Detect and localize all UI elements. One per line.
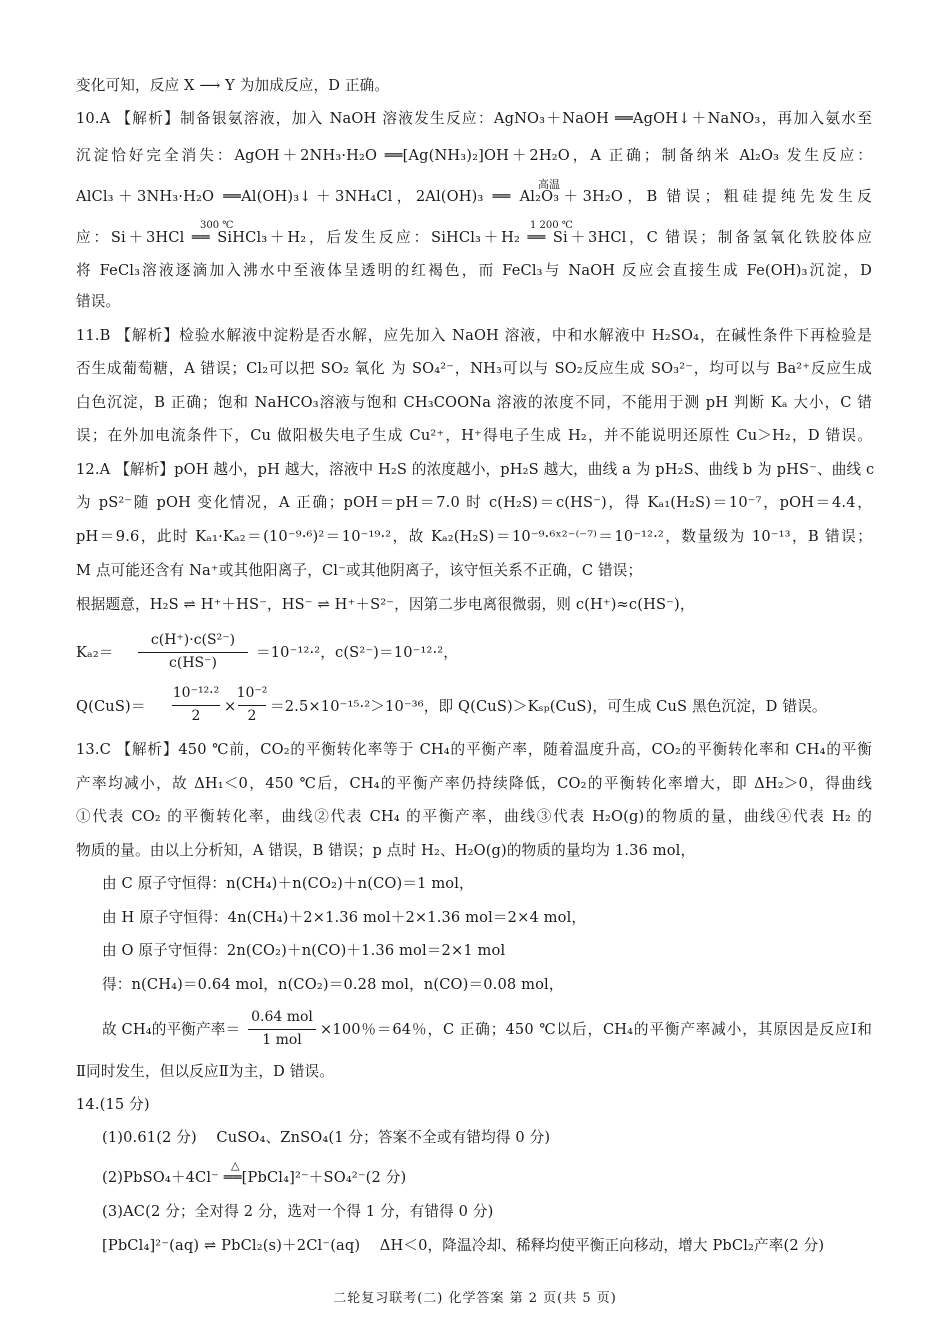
q13-line-7: 由 O 原子守恒得：2n(CO₂)＋n(CO)＋1.36 mol＝2×1 mol — [102, 942, 506, 959]
q10-line-6: 错误。 — [76, 293, 121, 310]
q13-line-6: 由 H 原子守恒得：4n(CH₄)＋2×1.36 mol＋2×1.36 mol＝2×4 mol， — [102, 909, 587, 926]
q12-line-1: 12.A 【解析】pOH 越小，pH 越大，溶液中 H₂S 的浓度越小，pH₂S 越大，曲线 a 为 pH₂S、曲线 b 为 pHS⁻、曲线 c — [76, 461, 875, 478]
fraction-bar — [238, 705, 266, 706]
q10-line-4: 应：Si＋3HCl ══ SiHCl₃＋H₂，后发生反应：SiHCl₃＋H₂ ══ Si＋3HCl，C 错误；制备氢氧化铁胶体应 — [76, 229, 872, 246]
condition-300c: 300 ℃ — [200, 220, 234, 231]
q14-part-3-eq: [PbCl₄]²⁻(aq) ⇌ PbCl₂(s)＋2Cl⁻(aq) ΔH＜0，降温冷却、稀释均使平衡正向移动，增大 PbCl₂产率(2 分) — [102, 1237, 825, 1254]
qcus-den2: 2 — [247, 708, 257, 724]
yield-lhs: 故 CH₄的平衡产率＝ — [102, 1021, 241, 1038]
q11-line-1: 11.B 【解析】检验水解液中淀粉是否水解，应先加入 NaOH 溶液，中和水解液中 H₂SO₄，在碱性条件下再检验是 — [76, 327, 872, 344]
qcus-rhs: ＝2.5×10⁻¹⁵·²＞10⁻³⁶，即 Q(CuS)＞Kₛₚ(CuS)，可生成 CuS 黑色沉淀，D 错误。 — [270, 698, 827, 715]
q14-part-1: (1)0.61(2 分) CuSO₄、ZnSO₄(1 分；答案不全或有错均得 0 分) — [102, 1129, 551, 1146]
q14-part-3: (3)AC(2 分；全对得 2 分，选对一个得 1 分，有错得 0 分) — [102, 1203, 494, 1220]
ka2-lhs: Kₐ₂＝ — [76, 644, 114, 661]
q10-line-5: 将 FeCl₃溶液逐滴加入沸水中至液体呈透明的红褐色，而 FeCl₃与 NaOH 反应会直接生成 Fe(OH)₃沉淀，D — [76, 262, 872, 279]
ka2-numerator: c(H⁺)·c(S²⁻) — [150, 632, 236, 648]
fraction-bar — [138, 652, 248, 653]
qcus-num2: 10⁻² — [236, 685, 268, 701]
q13-line-2: 产率均减小，故 ΔH₁＜0，450 ℃后，CH₄的平衡产率仍持续降低，CO₂的平衡转化率增大，即 ΔH₂＞0，得曲线 — [76, 775, 872, 792]
q13-line-last: Ⅱ同时发生，但以反应Ⅱ为主，D 错误。 — [76, 1063, 334, 1080]
q11-line-2: 否生成葡萄糖，A 错误；Cl₂可以把 SO₂ 氧化 为 SO₄²⁻，NH₃可以与 SO₂反应生成 SO₃²⁻，均可以与 Ba²⁺反应生成 — [76, 360, 872, 377]
q12-line-3: pH＝9.6，此时 Kₐ₁·Kₐ₂＝(10⁻⁹·⁶)²＝10⁻¹⁹·²，故 Kₐ₂(H₂S)＝10⁻⁹·⁶ˣ²⁻⁽⁻⁷⁾＝10⁻¹²·²，数量级为 10⁻¹³，B 错误； — [76, 528, 872, 545]
qcus-den1: 2 — [191, 708, 201, 724]
qcus-times: × — [224, 698, 237, 715]
yield-numerator: 0.64 mol — [251, 1009, 313, 1025]
q11-line-4: 误；在外加电流条件下，Cu 做阳极失电子生成 Cu²⁺，H⁺得电子生成 H₂，并不能说明还原性 Cu＞H₂，D 错误。 — [76, 427, 872, 444]
q10-line-1: 10.A 【解析】制备银氨溶液，加入 NaOH 溶液发生反应：AgNO₃＋NaOH ══AgOH↓＋NaNO₃，再加入氨水至 — [76, 110, 872, 127]
q14-heading: 14.(15 分) — [76, 1096, 150, 1113]
ka2-rhs: ＝10⁻¹²·²，c(S²⁻)＝10⁻¹²·²， — [256, 644, 459, 661]
q12-line-2: 为 pS²⁻随 pOH 变化情况，A 正确；pOH＝pH＝7.0 时 c(H₂S)＝c(HS⁻)，得 Kₐ₁(H₂S)＝10⁻⁷，pOH＝4.4， — [76, 494, 872, 511]
q12-line-5: 根据题意，H₂S ⇌ H⁺＋HS⁻，HS⁻ ⇌ H⁺＋S²⁻，因第二步电离很微弱，则 c(H⁺)≈c(HS⁻)， — [76, 596, 695, 613]
q13-line-3: ①代表 CO₂ 的平衡转化率，曲线②代表 CH₄ 的平衡产率，曲线③代表 H₂O(g)的物质的量，曲线④代表 H₂ 的 — [76, 808, 872, 825]
q13-line-8: 得：n(CH₄)＝0.64 mol，n(CO₂)＝0.28 mol，n(CO)＝0.08 mol， — [102, 976, 564, 993]
condition-high-temp: 高温 — [538, 178, 560, 191]
yield-denominator: 1 mol — [262, 1032, 302, 1048]
q13-line-1: 13.C 【解析】450 ℃前，CO₂的平衡转化率等于 CH₄的平衡产率，随着温度升高，CO₂的平衡转化率和 CH₄的平衡 — [76, 741, 872, 758]
condition-1200c: 1 200 ℃ — [530, 220, 573, 231]
fraction-bar — [248, 1029, 316, 1030]
condition-heat: △ — [231, 1159, 240, 1172]
qcus-lhs: Q(CuS)＝ — [76, 698, 146, 715]
q11-line-3: 白色沉淀，B 正确；饱和 NaHCO₃溶液与饱和 CH₃COONa 溶液的浓度不同，不能用于测 pH 判断 Kₐ 大小，C 错 — [76, 394, 872, 411]
fraction-bar — [172, 705, 220, 706]
q14-part-2: (2)PbSO₄＋4Cl⁻ ══[PbCl₄]²⁻＋SO₄²⁻(2 分) — [102, 1169, 407, 1186]
q10-line-2: 沉淀恰好完全消失：AgOH＋2NH₃·H₂O ══[Ag(NH₃)₂]OH＋2H₂O，A 正确；制备纳米 Al₂O₃ 发生反应： — [76, 147, 872, 164]
text-line: 变化可知，反应 X ⟶ Y 为加成反应，D 正确。 — [76, 77, 390, 94]
ka2-denominator: c(HS⁻) — [169, 655, 217, 671]
qcus-num1: 10⁻¹²·² — [172, 685, 220, 701]
page-footer: 二轮复习联考(二) 化学答案 第 2 页(共 5 页) — [333, 1291, 617, 1306]
q12-line-4: M 点可能还含有 Na⁺或其他阳离子，Cl⁻或其他阴离子，该守恒关系不正确，C 错误； — [76, 562, 643, 579]
yield-rhs: ×100％＝64％，C 正确；450 ℃以后，CH₄的平衡产率减小，其原因是反应Ⅰ和 — [320, 1021, 872, 1038]
q10-line-3: AlCl₃＋3NH₃·H₂O ══Al(OH)₃↓＋3NH₄Cl，2Al(OH)₃ ══ Al₂O₃＋3H₂O，B 错误；粗硅提纯先发生反 — [76, 188, 872, 205]
q13-line-4: 物质的量。由以上分析知，A 错误，B 错误；p 点时 H₂、H₂O(g)的物质的量均为 1.36 mol， — [76, 842, 696, 859]
q13-line-5: 由 C 原子守恒得：n(CH₄)＋n(CO₂)＋n(CO)＝1 mol， — [102, 875, 474, 892]
